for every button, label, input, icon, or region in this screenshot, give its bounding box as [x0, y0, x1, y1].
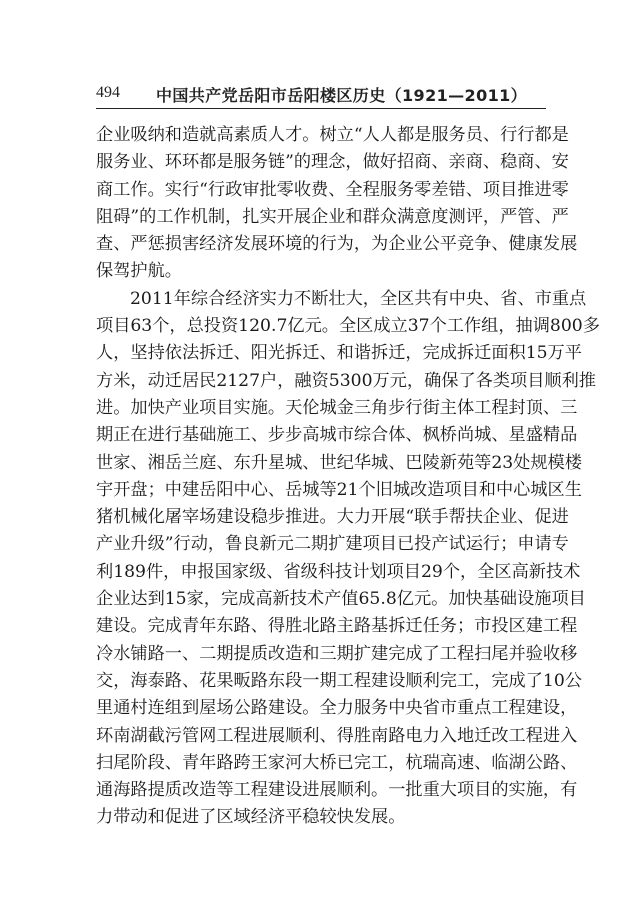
- text-line: 商工作。实行“行政审批零收费、全程服务零差错、项目推进零: [96, 179, 569, 200]
- page-number: 494: [96, 84, 120, 101]
- running-header: [96, 78, 546, 109]
- text-line: 期正在进行基础施工、步步高城市综合体、枫桥尚城、星盛精品: [96, 425, 578, 446]
- text-line: 冷水铺路一、二期提质改造和三期扩建完成了工程扫尾并验收移: [96, 643, 578, 664]
- text-line: 阻碍”的工作机制，扎实开展企业和群众满意度测评，严管、严: [96, 206, 569, 227]
- text-line: 方米，动迁居民2127户，融资5300万元，确保了各类项目顺利推: [96, 370, 596, 391]
- text-line: 力带动和促进了区域经济平稳较快发展。: [96, 807, 406, 828]
- text-line: 建设。完成青年东路、得胜北路主路基拆迁任务；市投区建工程: [96, 616, 578, 637]
- text-line: 企业吸纳和造就高素质人才。树立“人人都是服务员、行行都是: [96, 125, 569, 145]
- text-line: 里通村连组到屋场公路建设。全力服务中央省市重点工程建设，: [96, 698, 578, 719]
- text-line: 企业达到15家，完成高新技术产值65.8亿元。加快基础设施项目: [96, 589, 586, 610]
- text-line: 扫尾阶段、青年路跨王家河大桥已完工，杭瑞高速、临湖公路、: [96, 752, 578, 773]
- text-line: 世家、湘岳兰庭、东升星城、世纪华城、巴陵新苑等23处规模楼: [96, 452, 582, 473]
- text-line: 通海路提质改造等工程建设进展顺利。一批重大项目的实施，有: [96, 780, 578, 801]
- text-line: 保驾护航。: [96, 261, 182, 282]
- text-line: 环南湖截污管网工程进展顺利、得胜南路电力入地迁改工程进入: [96, 725, 578, 746]
- text-line: 猪机械化屠宰场建设稳步推进。大力开展“联手帮扶企业、促进: [96, 507, 569, 528]
- running-title: 中国共产党岳阳市岳阳楼区历史（1921—2011）: [156, 86, 528, 105]
- body-text: [96, 122, 600, 832]
- text-line: 查、严惩损害经济发展环境的行为，为企业公平竞争、健康发展: [96, 234, 578, 255]
- text-line: 利189件，申报国家级、省级科技计划项目29个，全区高新技术: [96, 561, 581, 582]
- text-line: 人，坚持依法拆迁、阳光拆迁、和谐拆迁，完成拆迁面积15万平: [96, 343, 582, 364]
- text-line: 交，海泰路、花果畈路东段一期工程建设顺利完工，完成了10公: [96, 670, 582, 691]
- text-line: 宇开盘；中建岳阳中心、岳城等21个旧城改造项目和中心城区生: [96, 479, 582, 500]
- paragraph-1: [96, 122, 578, 286]
- text-line: 项目63个，总投资120.7亿元。全区成立37个工作组，抽调800多: [96, 316, 600, 337]
- paragraph-2: [96, 286, 600, 832]
- text-line: 2011年综合经济实力不断壮大，全区共有中央、省、市重点: [130, 288, 587, 309]
- text-line: 服务业、环环都是服务链”的理念，做好招商、亲商、稳商、安: [96, 152, 569, 173]
- text-line: 进。加快产业项目实施。天伦城金三角步行街主体工程封顶、三: [96, 397, 578, 418]
- text-line: 产业升级”行动，鲁良新元二期扩建项目已投产试运行；申请专: [96, 534, 569, 555]
